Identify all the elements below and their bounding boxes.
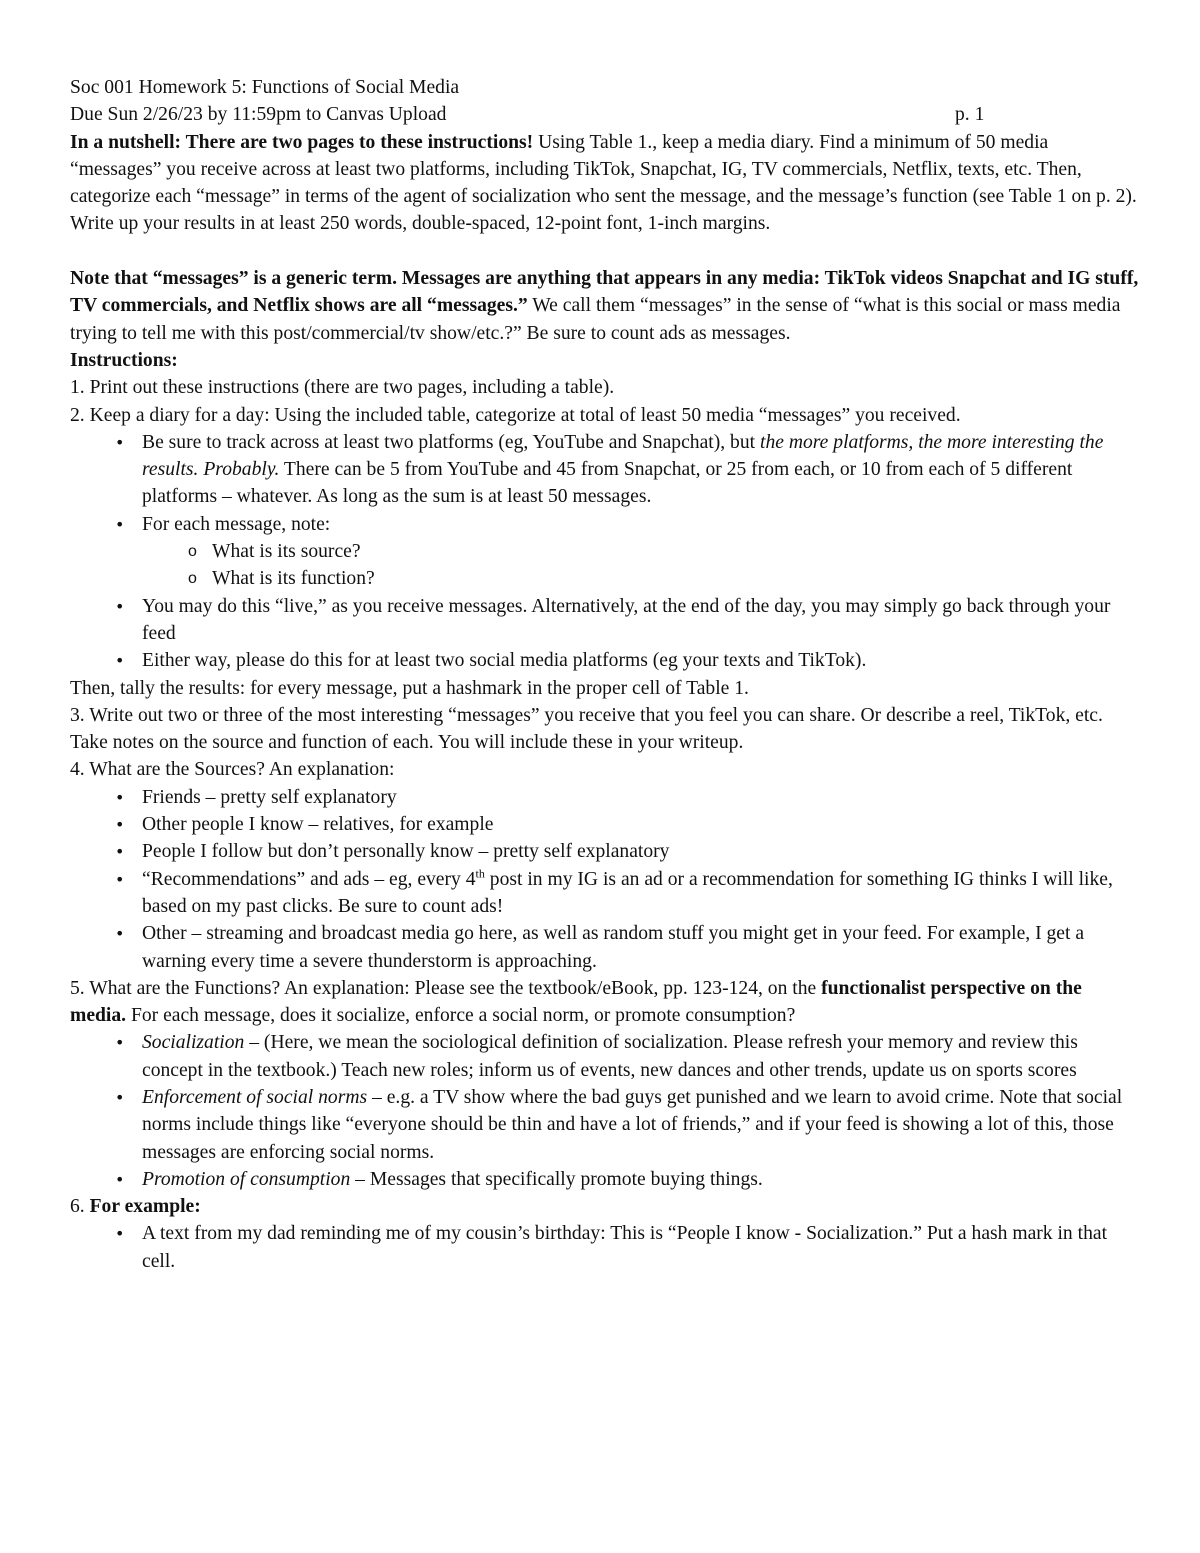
bullet-text: There can be 5 from YouTube and 45 from Snapchat, or 25 from each, or 10 from each of 5 different platforms – whatever. As long as the sum is at least 50 messages. [142,459,1073,508]
function-text: – e.g. a TV show where the bad guys get punished and we learn to avoid crime. Note that social norms include things like “everyone should be thin and have a lot of friends,” and if your feed is showing a lot of this, those messages are enforcing social norms. [142,1086,1123,1163]
bullet-text: post in my IG is an ad or a recommendation for something IG thinks I will like, based on my past clicks. Be sure to count ads! [142,868,1113,917]
step5-text: 5. What are the Functions? An explanation: Please see the textbook/eBook, pp. 123-124, on the [70,977,822,999]
bullet-italic: the more platforms, the more interesting the results. Probably. [142,431,1104,481]
nutshell-bold: In a nutshell: There are two pages to these instructions! [70,131,534,153]
example-bullet: • A text from my dad reminding me of my cousin’s birthday: This is “People I know - Socialization.” Put a hash mark in that cell. [70,1220,1140,1275]
function-name: Promotion of consumption [142,1168,351,1190]
step-4: 4. What are the Sources? An explanation: [70,759,395,781]
spacer [70,238,1140,265]
function-text: – Messages that specifically promote buying things. [350,1168,763,1190]
step-5 [70,975,1140,1030]
bullet-text: Be sure to track across at least two platforms (eg, YouTube and Snapchat), but [142,431,760,453]
source-friends: • Friends – pretty self explanatory [70,784,1140,811]
function-name: Enforcement of social norms [142,1086,368,1108]
step2-bullet-4: • Either way, please do this for at least two social media platforms (eg your texts and TikTok). [70,647,1140,674]
step6-bold: For example: [89,1196,201,1218]
function-promotion [70,1166,1140,1193]
source-other-people: • Other people I know – relatives, for example [70,811,1140,838]
step-2: 2. Keep a diary for a day: Using the included table, categorize at total of least 50 media “messages” you received. [70,404,961,426]
bullet-text: “Recommendations” and ads – eg, every 4 [142,868,476,890]
source-people-i-follow: • People I follow but don’t personally know – pretty self explanatory [70,838,1140,865]
superscript: th [475,866,485,881]
step5-text: For each message, does it socialize, enforce a social norm, or promote consumption? [126,1005,796,1027]
step5-bold: functionalist perspective on the media. [70,977,1082,1027]
due-date: Due Sun 2/26/23 by 11:59pm to Canvas Upload [70,104,447,126]
step-3: 3. Write out two or three of the most interesting “messages” you receive that you feel you can share. Or describe a reel, TikTok, etc. Take notes on the source and function of each. You will include these in your writeup. [70,704,1103,754]
function-enforcement [70,1084,1140,1166]
nutshell-paragraph [70,129,1140,238]
function-text: – (Here, we mean the sociological definition of socialization. Please refresh your memory and review this concept in the textbook.) Teach new roles; inform us of events, new dances and other trends, update us on sports scores [142,1032,1078,1081]
document-page [70,74,1140,1275]
sub-bullet-source: o What is its source? [70,538,1140,565]
step2-bullet-3: • You may do this “live,” as you receive messages. Alternatively, at the end of the day, you may simply go back through your feed [70,593,1140,648]
step-1: 1. Print out these instructions (there are two pages, including a table). [70,377,615,399]
function-name: Socialization [142,1032,245,1054]
step6-number: 6. [70,1196,90,1218]
step-6 [70,1193,1140,1220]
document-title: Soc 001 Homework 5: Functions of Social Media [70,77,460,98]
note-bold: Note that “messages” is a generic term. Messages are anything that appears in any media: TikTok videos Snapchat and IG stuff, TV commercials, and Netflix shows are all “messages.” [70,268,1139,317]
page-number: p. 1 [955,104,985,126]
tally-line: Then, tally the results: for every message, put a hashmark in the proper cell of Table 1. [70,677,749,699]
sub-bullet-function: o What is its function? [70,565,1140,592]
nutshell-text: Using Table 1., keep a media diary. Find a minimum of 50 media “messages” you receive across at least two platforms, including TikTok, Snapchat, IG, TV commercials, Netflix, texts, etc. Then, categorize each “message” in terms of the agent of socialization who sent the message, and the message’s function (see Table 1 on p. 2). Write up your results in at least 250 words, double-spaced, 12-point font, 1-inch margins. [70,131,1137,235]
source-other: • Other – streaming and broadcast media go here, as well as random stuff you might get in your feed. For example, I get a warning every time a severe thunderstorm is approaching. [70,920,1140,975]
note-paragraph [70,265,1140,347]
instructions-heading: Instructions: [70,349,178,371]
step2-bullet-1 [70,429,1140,511]
source-recommendations [70,866,1140,921]
due-date-line [70,101,1140,128]
step2-bullet-2: • For each message, note: [70,511,1140,538]
note-text: We call them “messages” in the sense of “what is this social or mass media trying to tell me with this post/commercial/tv show/etc.?” Be sure to count ads as messages. [70,295,1121,344]
function-socialization [70,1029,1140,1084]
